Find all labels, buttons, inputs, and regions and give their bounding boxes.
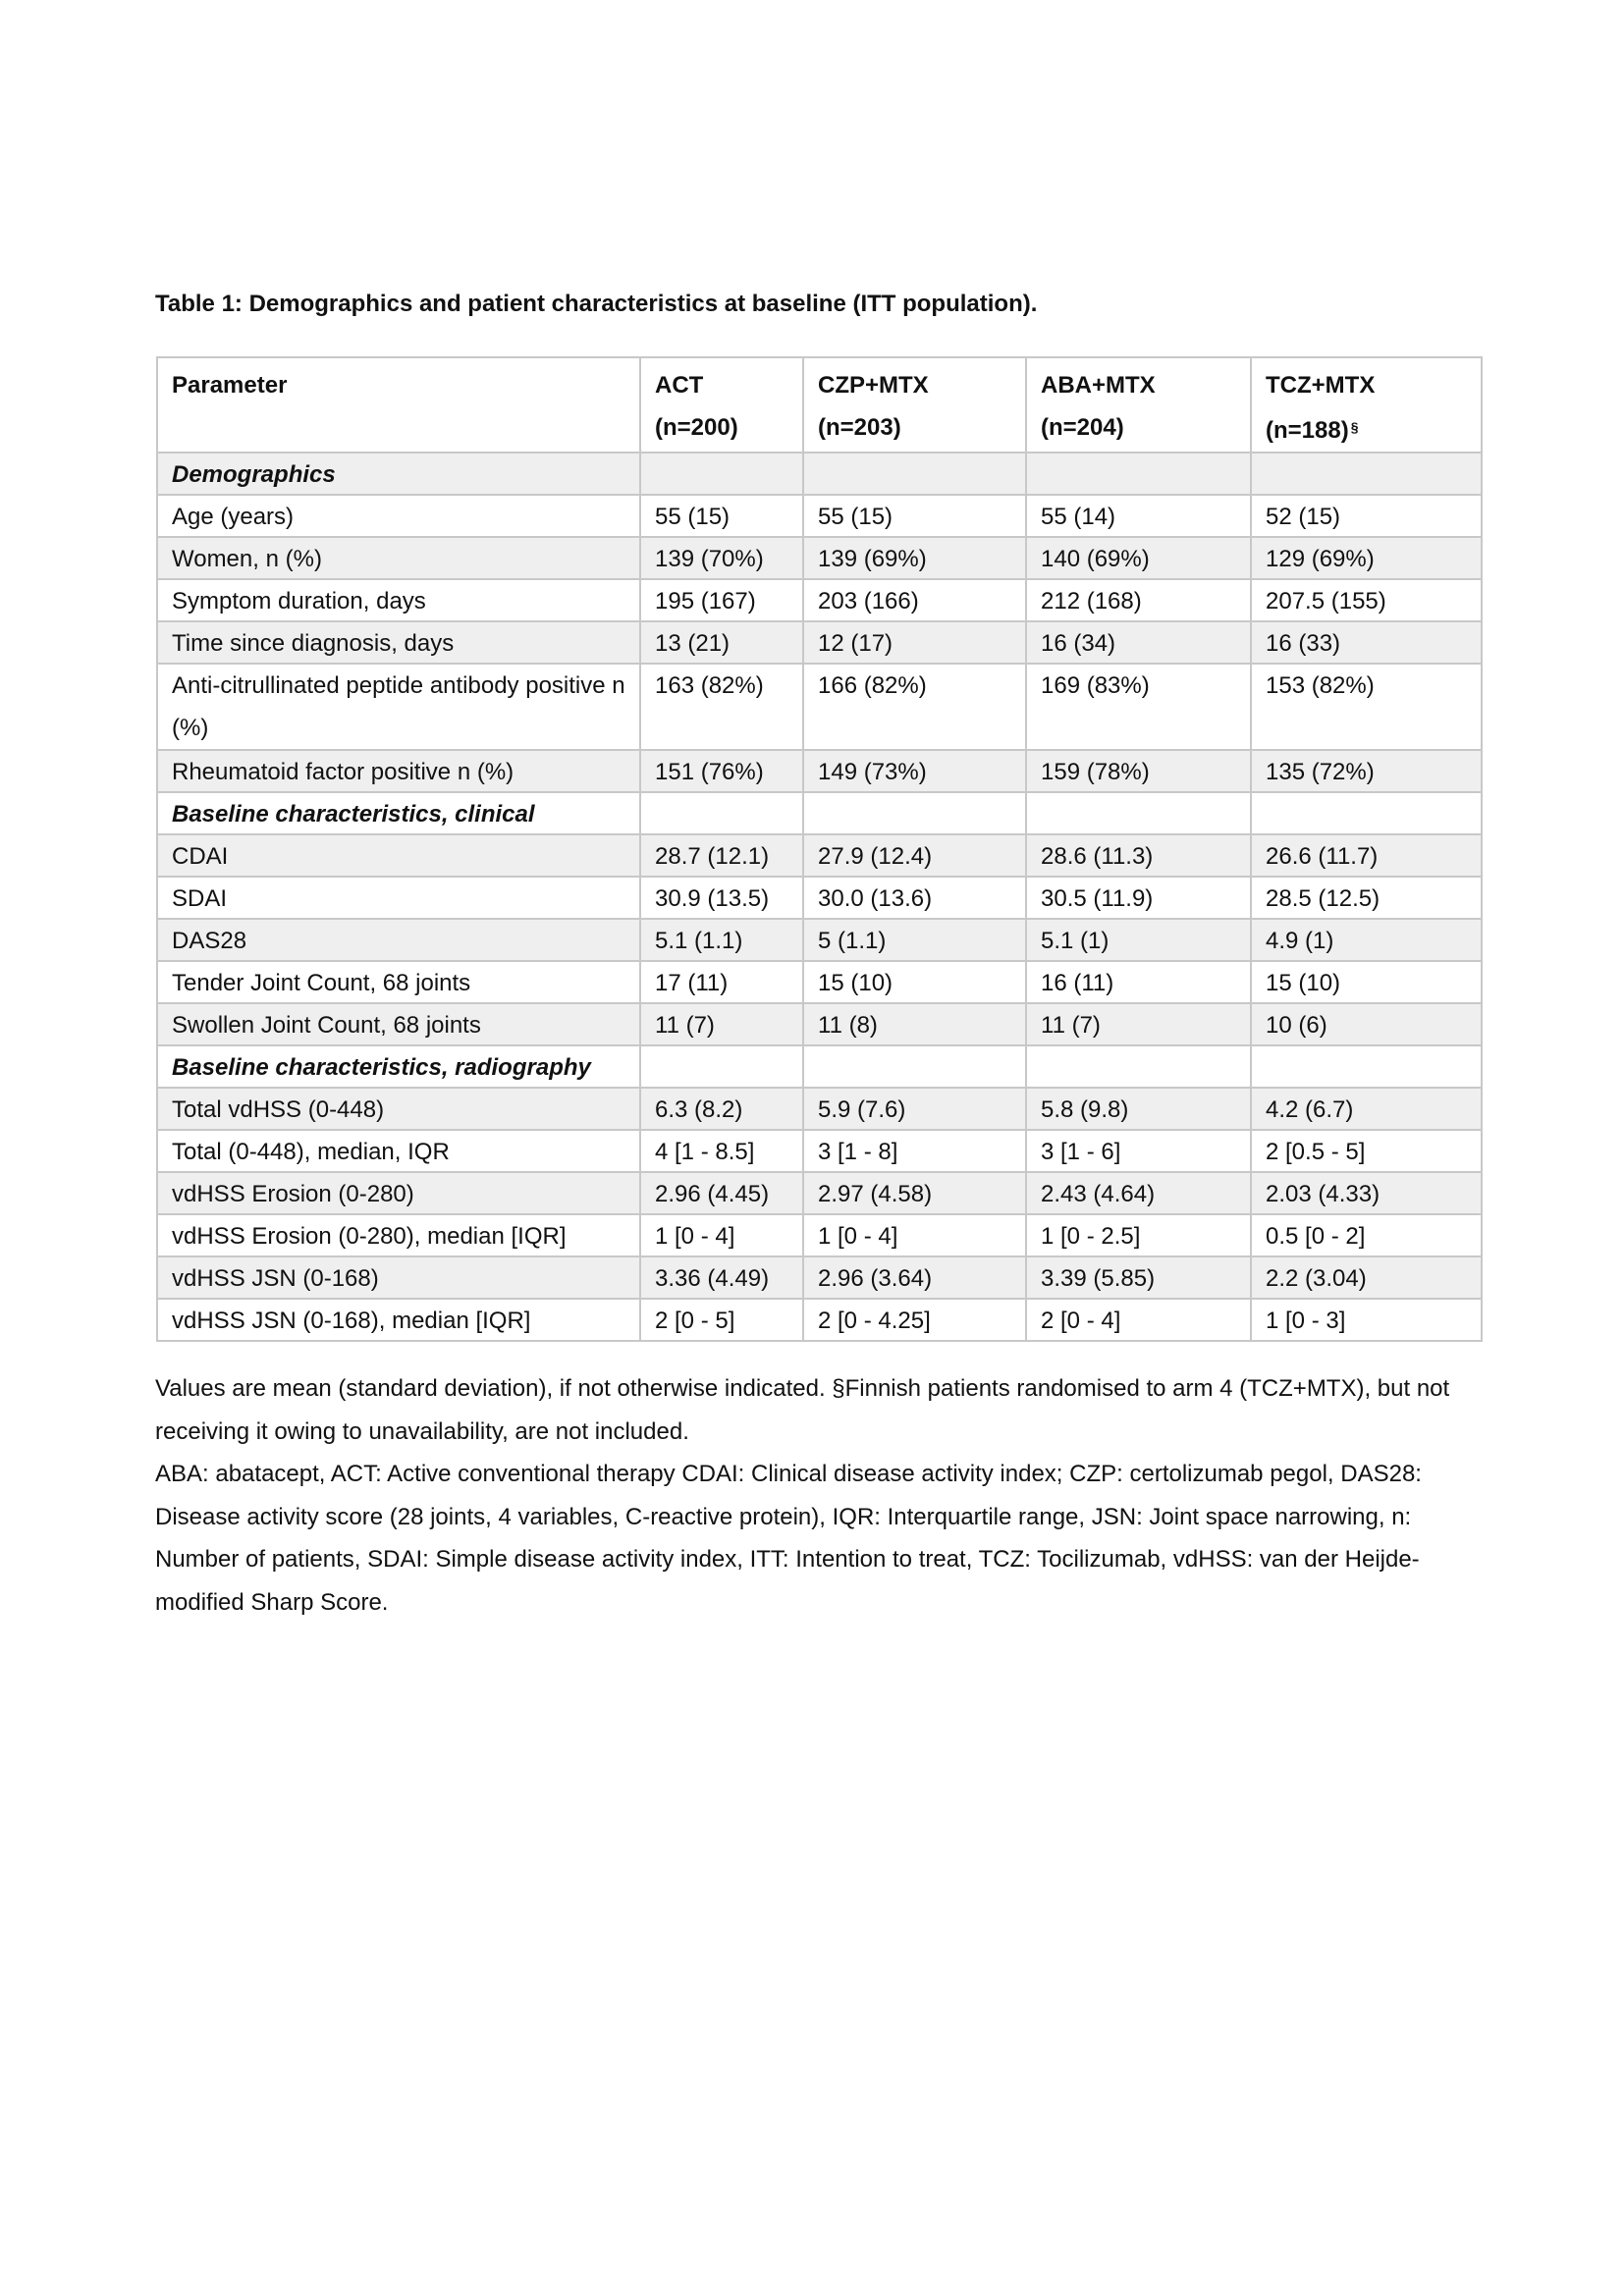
- value-cell: 15 (10): [1251, 961, 1482, 1003]
- table-row: [157, 1088, 1482, 1130]
- value-cell: 30.9 (13.5): [640, 877, 803, 919]
- value-cell: 11 (7): [640, 1003, 803, 1045]
- value-cell: 17 (11): [640, 961, 803, 1003]
- value-cell: 4.9 (1): [1251, 919, 1482, 961]
- parameter-cell: Total (0-448), median, IQR: [157, 1130, 640, 1172]
- header-label: ACT: [655, 372, 704, 399]
- header-n: (n=188): [1266, 417, 1349, 444]
- parameter-cell: vdHSS Erosion (0-280): [157, 1172, 640, 1214]
- table-row: [157, 877, 1482, 919]
- value-cell: 16 (33): [1251, 621, 1482, 664]
- table-row: [157, 664, 1482, 750]
- value-cell: 3.36 (4.49): [640, 1256, 803, 1299]
- table-row: [157, 1003, 1482, 1045]
- value-cell: 159 (78%): [1026, 750, 1251, 792]
- value-cell: 163 (82%): [640, 664, 803, 750]
- value-cell: 153 (82%): [1251, 664, 1482, 750]
- value-cell: 1 [0 - 4]: [803, 1214, 1026, 1256]
- value-cell: 55 (15): [803, 495, 1026, 537]
- parameter-cell: CDAI: [157, 834, 640, 877]
- value-cell: 139 (70%): [640, 537, 803, 579]
- parameter-cell: Anti-citrullinated peptide antibody positive n (%): [157, 664, 640, 750]
- value-cell: 28.6 (11.3): [1026, 834, 1251, 877]
- value-cell: [640, 792, 803, 834]
- value-cell: 2.97 (4.58): [803, 1172, 1026, 1214]
- table-row: [157, 537, 1482, 579]
- value-cell: 3.39 (5.85): [1026, 1256, 1251, 1299]
- value-cell: 52 (15): [1251, 495, 1482, 537]
- value-cell: [1251, 792, 1482, 834]
- table-section-row: [157, 453, 1482, 495]
- header-aba-mtx: [1026, 357, 1251, 453]
- value-cell: 16 (11): [1026, 961, 1251, 1003]
- value-cell: 1 [0 - 4]: [640, 1214, 803, 1256]
- footnote-values: Values are mean (standard deviation), if not otherwise indicated. §Finnish patients randomised to arm 4 (TCZ+MTX), but not receiving it owing to unavailability, are not included.: [155, 1375, 1450, 1445]
- header-tcz-mtx: [1251, 357, 1482, 453]
- value-cell: 2.96 (4.45): [640, 1172, 803, 1214]
- value-cell: 2.96 (3.64): [803, 1256, 1026, 1299]
- parameter-cell: vdHSS JSN (0-168): [157, 1256, 640, 1299]
- value-cell: 3 [1 - 8]: [803, 1130, 1026, 1172]
- header-label: Parameter: [172, 372, 288, 399]
- header-parameter: [157, 357, 640, 453]
- section-title: Baseline characteristics, clinical: [157, 792, 640, 834]
- value-cell: [803, 453, 1026, 495]
- value-cell: [1251, 1045, 1482, 1088]
- value-cell: 28.7 (12.1): [640, 834, 803, 877]
- value-cell: 139 (69%): [803, 537, 1026, 579]
- parameter-cell: Swollen Joint Count, 68 joints: [157, 1003, 640, 1045]
- parameter-cell: Women, n (%): [157, 537, 640, 579]
- table-section-row: [157, 1045, 1482, 1088]
- table-row: [157, 495, 1482, 537]
- value-cell: [640, 1045, 803, 1088]
- value-cell: 55 (14): [1026, 495, 1251, 537]
- table-row: [157, 1130, 1482, 1172]
- table-row: [157, 579, 1482, 621]
- value-cell: 203 (166): [803, 579, 1026, 621]
- value-cell: 2 [0 - 4.25]: [803, 1299, 1026, 1341]
- value-cell: [803, 792, 1026, 834]
- table-section-row: [157, 792, 1482, 834]
- value-cell: 3 [1 - 6]: [1026, 1130, 1251, 1172]
- value-cell: 140 (69%): [1026, 537, 1251, 579]
- value-cell: 5.9 (7.6): [803, 1088, 1026, 1130]
- header-n: (n=200): [655, 414, 738, 441]
- parameter-cell: vdHSS JSN (0-168), median [IQR]: [157, 1299, 640, 1341]
- value-cell: 16 (34): [1026, 621, 1251, 664]
- value-cell: 2.03 (4.33): [1251, 1172, 1482, 1214]
- value-cell: [640, 453, 803, 495]
- header-label: CZP+MTX: [818, 372, 929, 399]
- table-row: [157, 961, 1482, 1003]
- value-cell: 26.6 (11.7): [1251, 834, 1482, 877]
- value-cell: 6.3 (8.2): [640, 1088, 803, 1130]
- value-cell: 166 (82%): [803, 664, 1026, 750]
- value-cell: 2.43 (4.64): [1026, 1172, 1251, 1214]
- parameter-cell: Symptom duration, days: [157, 579, 640, 621]
- section-mark-footnote: §: [1350, 419, 1359, 435]
- value-cell: 13 (21): [640, 621, 803, 664]
- value-cell: 15 (10): [803, 961, 1026, 1003]
- parameter-cell: SDAI: [157, 877, 640, 919]
- header-label: TCZ+MTX: [1266, 372, 1376, 399]
- table-body: [157, 453, 1482, 1341]
- table-notes: [155, 1367, 1490, 1624]
- value-cell: [1026, 792, 1251, 834]
- parameter-cell: Tender Joint Count, 68 joints: [157, 961, 640, 1003]
- parameter-cell: DAS28: [157, 919, 640, 961]
- footnote-abbreviations: ABA: abatacept, ACT: Active conventional therapy CDAI: Clinical disease activity index; CZP: certolizumab pegol, DAS28: Disease activity score (28 joints, 4 variables, C-reactive protein), IQR: Interquartile range, JSN: Joint space narrowing, n: Number of patients, SDAI: Simple disease activity index, ITT: Intention to treat, TCZ: Tocilizumab, vdHSS: van der Heijde-modified Sharp Score.: [155, 1461, 1422, 1616]
- value-cell: 4.2 (6.7): [1251, 1088, 1482, 1130]
- value-cell: 4 [1 - 8.5]: [640, 1130, 803, 1172]
- value-cell: 195 (167): [640, 579, 803, 621]
- header-czp-mtx: [803, 357, 1026, 453]
- section-title: Baseline characteristics, radiography: [157, 1045, 640, 1088]
- table-caption: Table 1: Demographics and patient characteristics at baseline (ITT population).: [155, 291, 1038, 317]
- table-row: [157, 1214, 1482, 1256]
- value-cell: 28.5 (12.5): [1251, 877, 1482, 919]
- parameter-cell: Time since diagnosis, days: [157, 621, 640, 664]
- value-cell: 129 (69%): [1251, 537, 1482, 579]
- value-cell: 1 [0 - 2.5]: [1026, 1214, 1251, 1256]
- value-cell: 0.5 [0 - 2]: [1251, 1214, 1482, 1256]
- value-cell: [1026, 453, 1251, 495]
- value-cell: 27.9 (12.4): [803, 834, 1026, 877]
- parameter-cell: Total vdHSS (0-448): [157, 1088, 640, 1130]
- value-cell: 2 [0 - 5]: [640, 1299, 803, 1341]
- table-row: [157, 919, 1482, 961]
- parameter-cell: Age (years): [157, 495, 640, 537]
- value-cell: 149 (73%): [803, 750, 1026, 792]
- value-cell: 2 [0.5 - 5]: [1251, 1130, 1482, 1172]
- header-act: [640, 357, 803, 453]
- table-row: [157, 750, 1482, 792]
- header-n: (n=203): [818, 414, 901, 441]
- value-cell: 12 (17): [803, 621, 1026, 664]
- value-cell: 212 (168): [1026, 579, 1251, 621]
- value-cell: 30.0 (13.6): [803, 877, 1026, 919]
- value-cell: 5.1 (1.1): [640, 919, 803, 961]
- value-cell: 11 (7): [1026, 1003, 1251, 1045]
- value-cell: 2.2 (3.04): [1251, 1256, 1482, 1299]
- value-cell: 10 (6): [1251, 1003, 1482, 1045]
- value-cell: 5 (1.1): [803, 919, 1026, 961]
- value-cell: [803, 1045, 1026, 1088]
- value-cell: [1251, 453, 1482, 495]
- value-cell: 5.1 (1): [1026, 919, 1251, 961]
- section-title: Demographics: [157, 453, 640, 495]
- value-cell: 169 (83%): [1026, 664, 1251, 750]
- value-cell: 135 (72%): [1251, 750, 1482, 792]
- table-row: [157, 1256, 1482, 1299]
- table-row: [157, 621, 1482, 664]
- baseline-characteristics-table: [156, 356, 1483, 1342]
- header-n: (n=204): [1041, 414, 1124, 441]
- table-row: [157, 1172, 1482, 1214]
- value-cell: 1 [0 - 3]: [1251, 1299, 1482, 1341]
- value-cell: 11 (8): [803, 1003, 1026, 1045]
- table-row: [157, 834, 1482, 877]
- value-cell: 5.8 (9.8): [1026, 1088, 1251, 1130]
- parameter-cell: Rheumatoid factor positive n (%): [157, 750, 640, 792]
- value-cell: 207.5 (155): [1251, 579, 1482, 621]
- header-label: ABA+MTX: [1041, 372, 1156, 399]
- table-row: [157, 1299, 1482, 1341]
- table-header-row: [157, 357, 1482, 453]
- value-cell: 30.5 (11.9): [1026, 877, 1251, 919]
- value-cell: 55 (15): [640, 495, 803, 537]
- value-cell: 2 [0 - 4]: [1026, 1299, 1251, 1341]
- value-cell: [1026, 1045, 1251, 1088]
- parameter-cell: vdHSS Erosion (0-280), median [IQR]: [157, 1214, 640, 1256]
- value-cell: 151 (76%): [640, 750, 803, 792]
